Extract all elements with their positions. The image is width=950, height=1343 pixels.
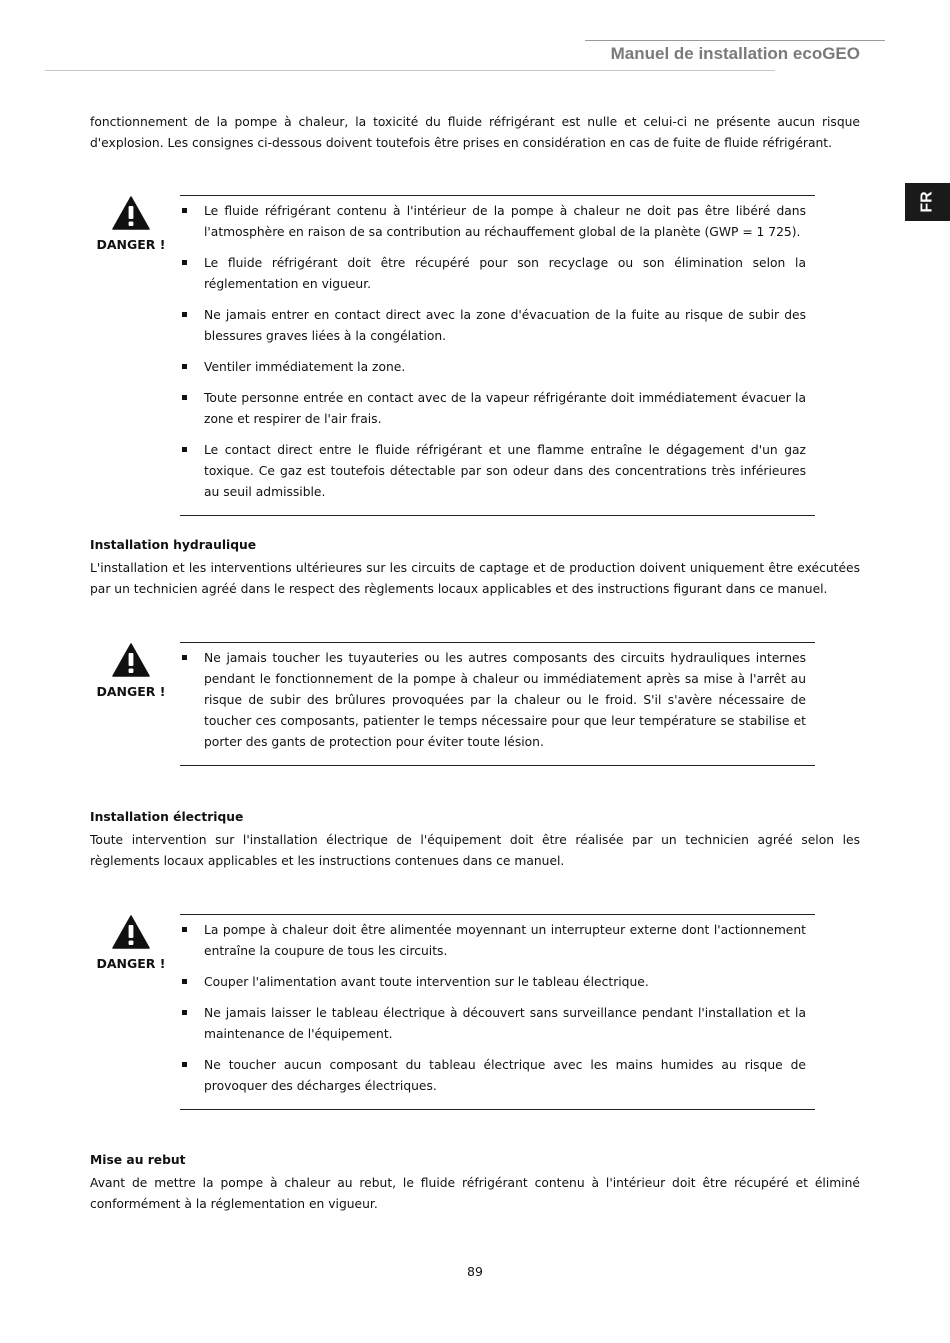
list-item: Le fluide réfrigérant doit être récupéré pour son recyclage ou son élimination selon la réglementation en vigueur. xyxy=(180,253,806,295)
list-item: Ventiler immédiatement la zone. xyxy=(180,357,806,378)
list-item: Ne jamais toucher les tuyauteries ou les autres composants des circuits hydrauliques internes pendant le fonctionnement de la pompe à chaleur ou immédiatement après sa mise à l'arrêt au risque de subir des brûlures provoquées par la chaleur ou le froid. S'il s'avère nécessaire de toucher ces composants, patienter le temps nécessaire pour que leur température se stabilise et porter des gants de protection pour éviter toute lésion. xyxy=(180,648,806,753)
warning-icon xyxy=(112,915,150,949)
danger-label: DANGER ! xyxy=(96,956,166,971)
section-heading-electrical: Installation électrique xyxy=(90,810,244,824)
header-title: Manuel de installation ecoGEO xyxy=(610,44,860,63)
danger-label: DANGER ! xyxy=(96,684,166,699)
list-item: La pompe à chaleur doit être alimentée moyennant un interrupteur externe dont l'actionnement entraîne la coupure de tous les circuits. xyxy=(180,920,806,962)
section-heading-disposal: Mise au rebut xyxy=(90,1153,186,1167)
warning-icon xyxy=(112,196,150,230)
list-item: Toute personne entrée en contact avec de la vapeur réfrigérante doit immédiatement évacuer la zone et respirer de l'air frais. xyxy=(180,388,806,430)
intro-paragraph: fonctionnement de la pompe à chaleur, la toxicité du fluide réfrigérant est nulle et celui-ci ne présente aucun risque d'explosion. Les consignes ci-dessous doivent toutefois être prises en considération en cas de fuite de fluide réfrigérant. xyxy=(90,115,860,150)
danger-box-1 xyxy=(180,195,815,516)
danger-notice-2 xyxy=(96,643,166,699)
list-item: Ne jamais entrer en contact direct avec la zone d'évacuation de la fuite au risque de subir des blessures graves liées à la congélation. xyxy=(180,305,806,347)
header-rule-bottom xyxy=(45,70,775,71)
language-tab-label: FR xyxy=(918,191,936,213)
header-rule-top xyxy=(585,40,885,41)
danger-notice-3 xyxy=(96,915,166,971)
disposal-paragraph: Avant de mettre la pompe à chaleur au rebut, le fluide réfrigérant contenu à l'intérieur doit être récupéré et éliminé conformément à la réglementation en vigueur. xyxy=(90,1176,860,1211)
language-tab xyxy=(905,183,950,221)
section-heading-hydraulic: Installation hydraulique xyxy=(90,538,257,552)
list-item: Le fluide réfrigérant contenu à l'intérieur de la pompe à chaleur ne doit pas être libéré dans l'atmosphère en raison de sa contribution au réchauffement global de la planète (GWP = 1 725). xyxy=(180,201,806,243)
list-item: Ne jamais laisser le tableau électrique à découvert sans surveillance pendant l'installation et la maintenance de l'équipement. xyxy=(180,1003,806,1045)
danger-box-2 xyxy=(180,642,815,766)
electrical-paragraph: Toute intervention sur l'installation électrique de l'équipement doit être réalisée par un technicien agréé selon les règlements locaux applicables et les instructions contenues dans ce manuel. xyxy=(90,833,860,868)
warning-icon xyxy=(112,643,150,677)
list-item: Le contact direct entre le fluide réfrigérant et une flamme entraîne le dégagement d'un gaz toxique. Ce gaz est toutefois détectable par son odeur dans des concentrations très inférieures au seuil admissible. xyxy=(180,440,806,503)
danger-box-3 xyxy=(180,914,815,1110)
hydraulic-paragraph: L'installation et les interventions ultérieures sur les circuits de captage et de production doivent uniquement être exécutées par un technicien agréé dans le respect des règlements locaux applicables et des instructions figurant dans ce manuel. xyxy=(90,561,860,596)
danger-label: DANGER ! xyxy=(96,237,166,252)
danger-notice-1 xyxy=(96,196,166,252)
list-item: Ne toucher aucun composant du tableau électrique avec les mains humides au risque de provoquer des décharges électriques. xyxy=(180,1055,806,1097)
page-number: 89 xyxy=(467,1264,483,1279)
list-item: Couper l'alimentation avant toute intervention sur le tableau électrique. xyxy=(180,972,806,993)
